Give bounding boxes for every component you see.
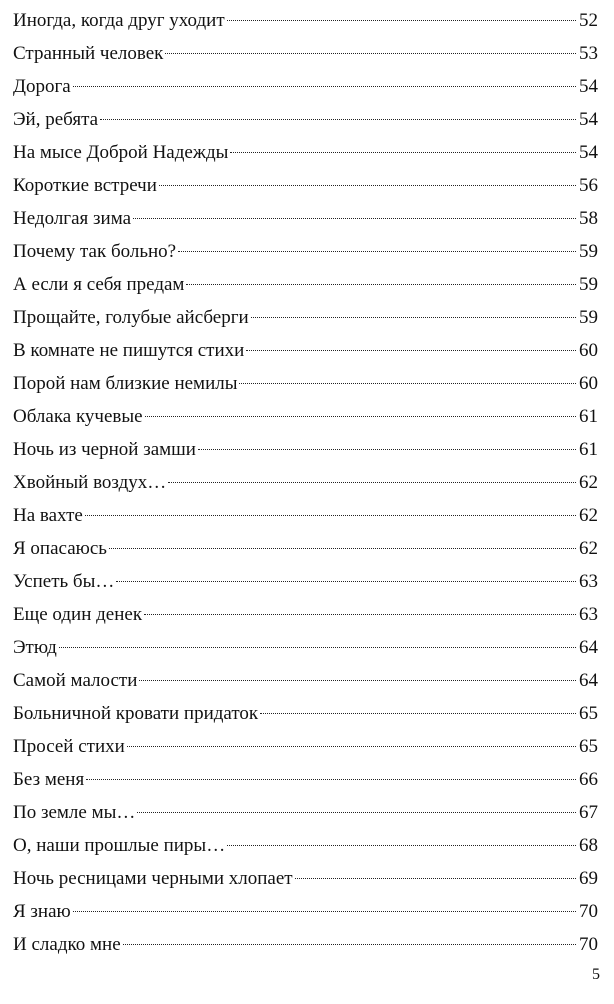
toc-entry-title: Без меня: [13, 769, 85, 790]
toc-entry-page: 68: [579, 835, 598, 856]
toc-entry-page: 52: [579, 10, 598, 31]
toc-dot-leader: [86, 779, 576, 780]
toc-entry: [13, 763, 598, 796]
page-number: 5: [592, 966, 600, 983]
toc-entry-page: 54: [579, 76, 598, 97]
toc-entry: [13, 433, 598, 466]
toc-entry-page: 65: [579, 736, 598, 757]
toc-entry-page: 63: [579, 604, 598, 625]
toc-dot-leader: [295, 878, 576, 879]
toc-dot-leader: [133, 218, 576, 219]
toc-dot-leader: [123, 944, 576, 945]
toc-entry-title: Ночь ресницами черными хлопает: [13, 868, 293, 889]
toc-entry-page: 66: [579, 769, 598, 790]
toc-dot-leader: [159, 185, 576, 186]
toc-entry: [13, 367, 598, 400]
toc-entry-page: 61: [579, 439, 598, 460]
toc-entry: [13, 334, 598, 367]
toc-entry-page: 59: [579, 307, 598, 328]
toc-entry-title: Дорога: [13, 76, 71, 97]
toc-entry: [13, 169, 598, 202]
toc-dot-leader: [246, 350, 576, 351]
toc-dot-leader: [59, 647, 576, 648]
toc-entry: [13, 235, 598, 268]
toc-entry-title: Я опасаюсь: [13, 538, 107, 559]
toc-entry-page: 60: [579, 373, 598, 394]
toc-dot-leader: [100, 119, 576, 120]
toc-dot-leader: [137, 812, 576, 813]
toc-entry-title: Я знаю: [13, 901, 71, 922]
toc-dot-leader: [116, 581, 576, 582]
toc-entry: [13, 268, 598, 301]
toc-entry: [13, 565, 598, 598]
toc-dot-leader: [144, 614, 576, 615]
toc-dot-leader: [230, 152, 576, 153]
toc-entry: [13, 499, 598, 532]
toc-dot-leader: [168, 482, 576, 483]
toc-entry-title: Успеть бы…: [13, 571, 115, 592]
toc-entry-page: 62: [579, 505, 598, 526]
toc-entry-title: Хвойный воздух…: [13, 472, 167, 493]
toc-entry-title: Еще один денек: [13, 604, 143, 625]
toc-dot-leader: [85, 515, 576, 516]
toc-entry-title: О, наши прошлые пиры…: [13, 835, 226, 856]
toc-entry: [13, 895, 598, 928]
toc-entry-page: 65: [579, 703, 598, 724]
toc-dot-leader: [165, 53, 576, 54]
toc-entry-title: Самой малости: [13, 670, 138, 691]
toc-entry-title: Иногда, когда друг уходит: [13, 10, 225, 31]
toc-entry-page: 62: [579, 538, 598, 559]
toc-entry-title: Странный человек: [13, 43, 164, 64]
toc-entry-title: На мысе Доброй Надежды: [13, 142, 229, 163]
toc-entry-title: Эй, ребята: [13, 109, 99, 130]
toc-dot-leader: [73, 911, 576, 912]
toc-entry: [13, 70, 598, 103]
toc-entry-page: 54: [579, 142, 598, 163]
toc-entry: [13, 928, 598, 961]
toc-entry-title: По земле мы…: [13, 802, 136, 823]
toc-entry-title: А если я себя предам: [13, 274, 185, 295]
toc-entry-page: 56: [579, 175, 598, 196]
toc-entry-page: 59: [579, 241, 598, 262]
toc-entry: [13, 862, 598, 895]
toc-entry: [13, 466, 598, 499]
toc-dot-leader: [239, 383, 576, 384]
toc-entry-page: 54: [579, 109, 598, 130]
toc-entry-page: 59: [579, 274, 598, 295]
toc-dot-leader: [109, 548, 576, 549]
toc-entry: [13, 301, 598, 334]
toc-dot-leader: [139, 680, 576, 681]
toc-entry-title: На вахте: [13, 505, 83, 526]
toc-entry: [13, 730, 598, 763]
toc-entry-title: Почему так больно?: [13, 241, 177, 262]
toc-entry-title: Недолгая зима: [13, 208, 132, 229]
toc-dot-leader: [178, 251, 576, 252]
toc-entry: [13, 697, 598, 730]
toc-dot-leader: [198, 449, 576, 450]
toc-entry: [13, 4, 598, 37]
toc-dot-leader: [227, 845, 576, 846]
toc-entry-title: Этюд: [13, 637, 57, 658]
toc-dot-leader: [260, 713, 576, 714]
toc-entry-page: 70: [579, 934, 598, 955]
toc-entry: [13, 829, 598, 862]
toc-entry-page: 64: [579, 637, 598, 658]
toc-entry: [13, 103, 598, 136]
toc-dot-leader: [251, 317, 576, 318]
toc-dot-leader: [145, 416, 576, 417]
toc-dot-leader: [127, 746, 576, 747]
toc-entry-page: 62: [579, 472, 598, 493]
toc-entry: [13, 796, 598, 829]
table-of-contents: [13, 4, 598, 961]
toc-entry-page: 60: [579, 340, 598, 361]
toc-entry: [13, 202, 598, 235]
toc-entry: [13, 400, 598, 433]
toc-entry-page: 70: [579, 901, 598, 922]
toc-entry-title: Прощайте, голубые айсберги: [13, 307, 249, 328]
toc-entry: [13, 37, 598, 70]
toc-entry-page: 69: [579, 868, 598, 889]
toc-entry-page: 58: [579, 208, 598, 229]
toc-entry-page: 61: [579, 406, 598, 427]
toc-entry: [13, 532, 598, 565]
toc-entry-title: Порой нам близкие немилы: [13, 373, 238, 394]
toc-entry: [13, 631, 598, 664]
toc-entry-title: Короткие встречи: [13, 175, 157, 196]
toc-entry-page: 64: [579, 670, 598, 691]
toc-entry-title: В комнате не пишутся стихи: [13, 340, 245, 361]
toc-entry-title: Ночь из черной замши: [13, 439, 196, 460]
toc-entry-title: Просей стихи: [13, 736, 125, 757]
toc-entry-title: Больничной кровати придаток: [13, 703, 259, 724]
toc-entry-page: 67: [579, 802, 598, 823]
toc-entry-title: Облака кучевые: [13, 406, 143, 427]
toc-dot-leader: [186, 284, 576, 285]
toc-entry-page: 53: [579, 43, 598, 64]
toc-entry-page: 63: [579, 571, 598, 592]
toc-entry: [13, 136, 598, 169]
toc-dot-leader: [73, 86, 576, 87]
toc-dot-leader: [227, 20, 576, 21]
toc-entry: [13, 664, 598, 697]
toc-entry-title: И сладко мне: [13, 934, 121, 955]
toc-entry: [13, 598, 598, 631]
